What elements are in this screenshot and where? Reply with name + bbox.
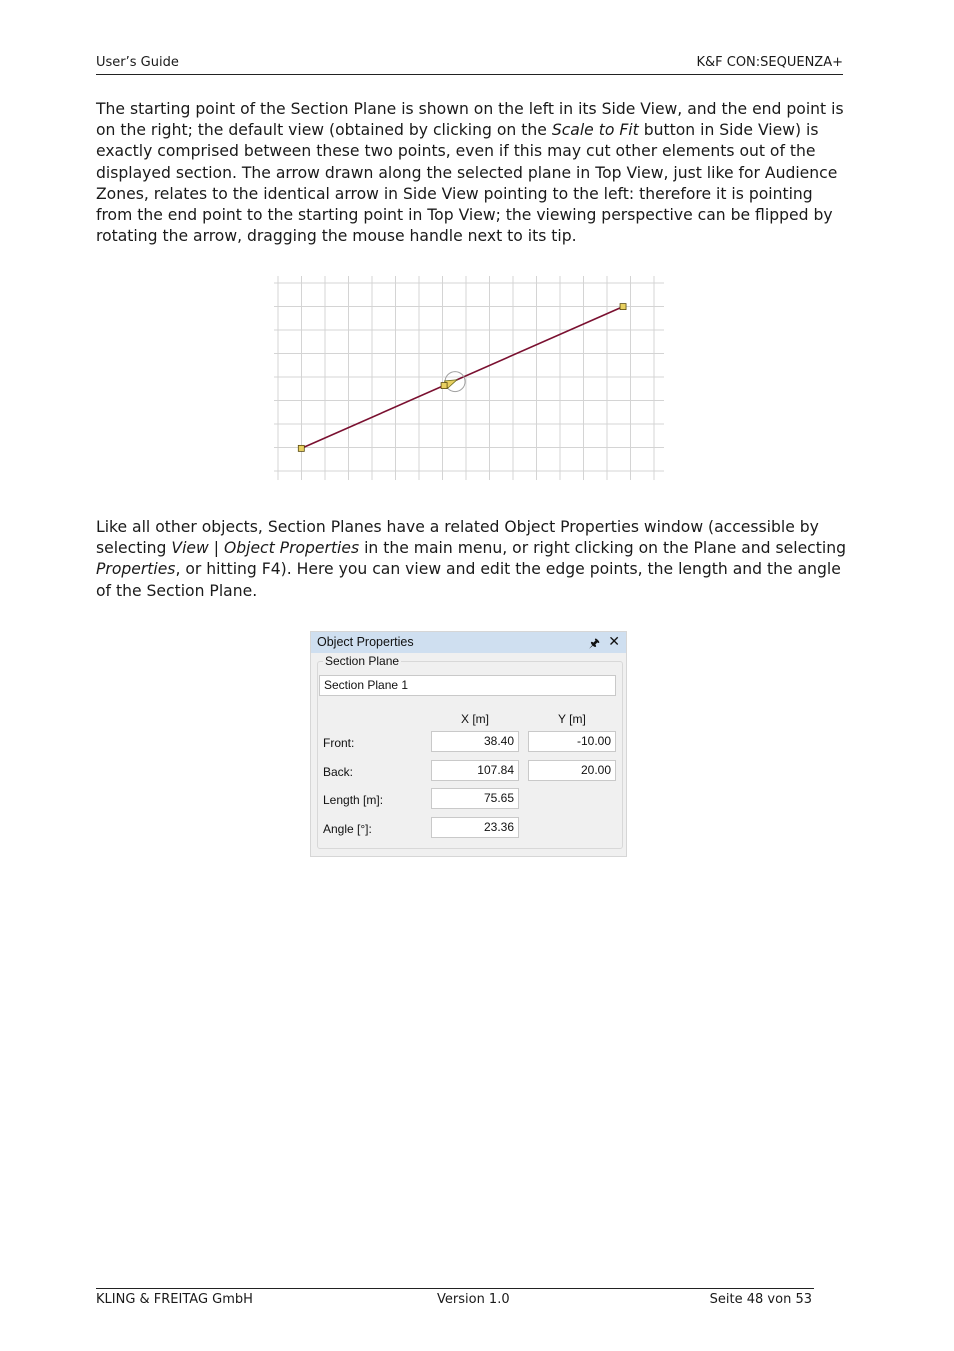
- paragraph-intro: [96, 99, 846, 247]
- front-label: Front:: [323, 736, 355, 750]
- text-run: button in Side View) is exactly comprised between these two points, even if this may cut other elements out of the displayed section. The arrow drawn along the selected plane in Top View, just like for Audience Zones, relates to the identical arrow in Side View pointing to the left: therefore it is pointing from the end point to the starting point in Top View; the viewing perspective can be flipped by rotating the arrow, dragging the mouse handle next to its tip.: [96, 121, 838, 246]
- text-run: in the main menu, or right clicking on the Plane and selecting: [359, 539, 846, 558]
- angle-label: Angle [°]:: [323, 822, 372, 836]
- page-footer: [96, 1288, 814, 1309]
- header-right: K&F CON:SEQUENZA+: [696, 55, 843, 70]
- text-run: The starting point of the Section Plane is shown on the left in its Side View, and the end point is on the right; the default view (obtained by clicking on the: [96, 100, 844, 140]
- length-label: Length [m]:: [323, 793, 384, 807]
- footer-company: KLING & FREITAG GmbH: [96, 1292, 253, 1307]
- length-input[interactable]: 75.65: [431, 788, 519, 809]
- text-emphasis: View: [171, 539, 209, 558]
- back-y-input[interactable]: 20.00: [528, 760, 616, 781]
- object-properties-panel: [310, 631, 627, 857]
- section-plane-figure: [274, 276, 664, 480]
- mid-point-handle[interactable]: [441, 383, 447, 389]
- paragraph-properties: [96, 517, 846, 602]
- start-point-handle[interactable]: [298, 445, 304, 451]
- end-point-handle[interactable]: [620, 304, 626, 310]
- column-x-header: X [m]: [461, 712, 490, 726]
- text-run: |: [208, 539, 224, 558]
- side-view-diagram: [274, 276, 664, 480]
- header-left: User’s Guide: [96, 55, 179, 70]
- text-run: Like all other objects, Section Planes have a related Object Properties window (accessible by selecting: [96, 518, 819, 558]
- panel-title: Object Properties: [317, 635, 414, 649]
- text-emphasis: Scale to Fit: [551, 121, 639, 140]
- front-y-input[interactable]: -10.00: [528, 731, 616, 752]
- angle-input[interactable]: 23.36: [431, 817, 519, 838]
- name-input[interactable]: Section Plane 1: [319, 675, 616, 696]
- page-header: [96, 54, 843, 75]
- back-label: Back:: [323, 765, 354, 779]
- text-emphasis: Properties: [96, 560, 176, 579]
- close-icon[interactable]: ✕: [608, 633, 620, 649]
- text-run: , or hitting F4). Here you can view and edit the edge points, the length and the angle of the Section Plane.: [96, 560, 841, 600]
- grid-lines: [274, 276, 664, 480]
- column-y-header: Y [m]: [558, 712, 586, 726]
- front-x-input[interactable]: 38.40: [431, 731, 519, 752]
- footer-version: Version 1.0: [437, 1292, 510, 1307]
- text-emphasis: Object Properties: [223, 539, 360, 558]
- group-label: Section Plane: [325, 654, 400, 668]
- back-x-input[interactable]: 107.84: [431, 760, 519, 781]
- pin-icon[interactable]: 🖈︎: [588, 636, 600, 650]
- panel-titlebar[interactable]: [311, 632, 626, 653]
- footer-page-number: Seite 48 von 53: [709, 1292, 812, 1307]
